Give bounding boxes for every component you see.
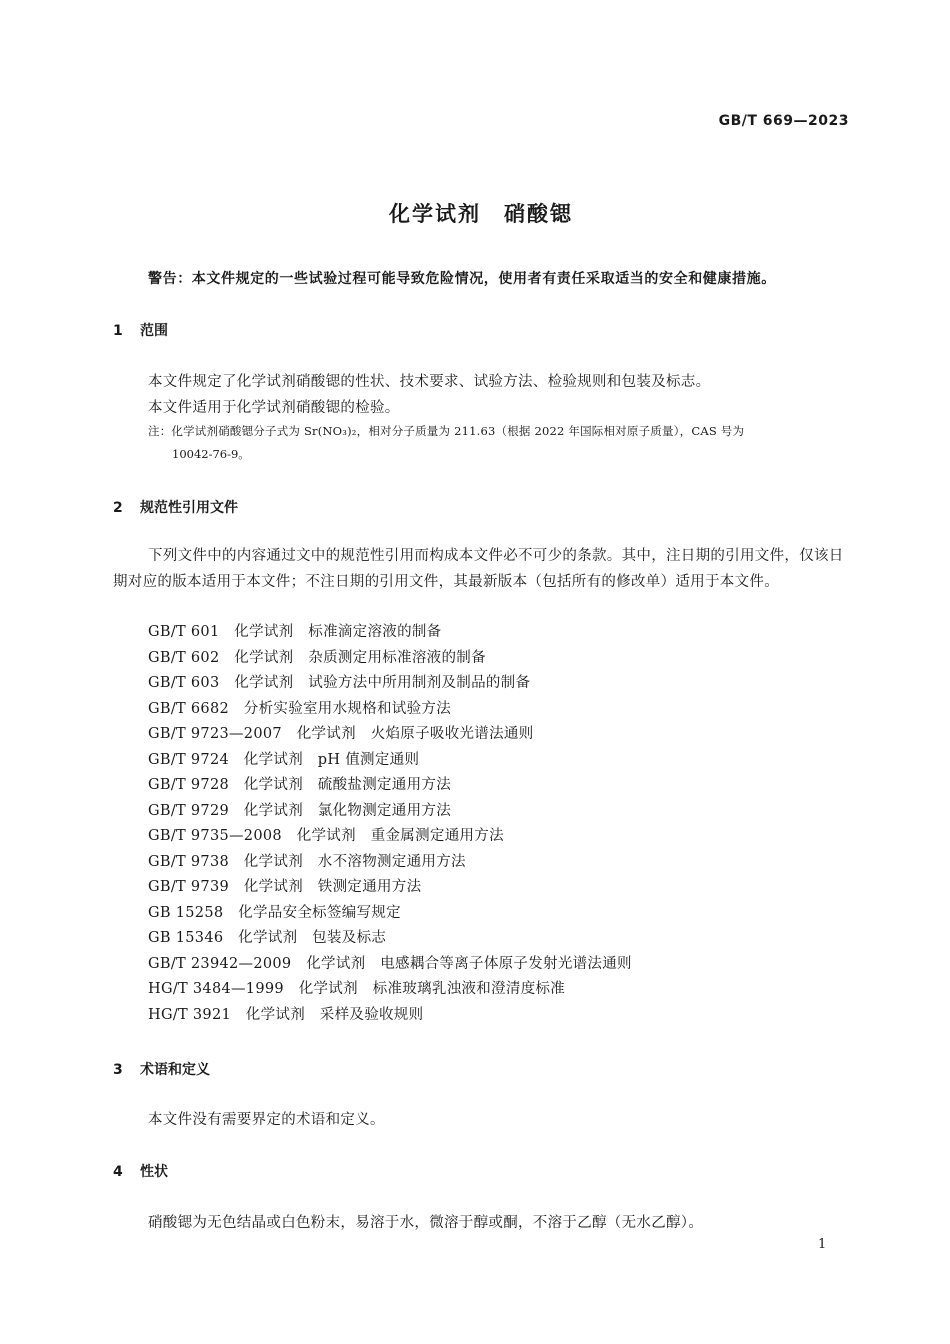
section-4-heading bbox=[113, 1161, 168, 1181]
reference-item: GB/T 601 化学试剂 标准滴定溶液的制备 bbox=[148, 624, 442, 640]
reference-item: GB 15258 化学品安全标签编写规定 bbox=[148, 904, 401, 921]
reference-item: GB/T 23942—2009 化学试剂 电感耦合等离子体原子发射光谱法通则 bbox=[148, 955, 632, 972]
reference-item: HG/T 3921 化学试剂 采样及验收规则 bbox=[148, 1006, 424, 1023]
section-number: 2 bbox=[113, 500, 123, 516]
reference-item: HG/T 3484—1999 化学试剂 标准玻璃乳浊液和澄清度标准 bbox=[148, 981, 566, 997]
reference-item: GB/T 9728 化学试剂 硫酸盐测定通用方法 bbox=[148, 777, 452, 793]
reference-item: GB/T 6682 分析实验室用水规格和试验方法 bbox=[148, 700, 452, 717]
page-number: 1 bbox=[818, 1237, 827, 1252]
section-3-heading bbox=[113, 1059, 210, 1079]
reference-item: GB/T 603 化学试剂 试验方法中所用制剂及制品的制备 bbox=[148, 675, 531, 691]
properties-paragraph: 硝酸锶为无色结晶或白色粉末，易溶于水，微溶于醇或酮，不溶于乙醇（无水乙醇）。 bbox=[148, 1215, 704, 1231]
reference-item: GB/T 9738 化学试剂 水不溶物测定通用方法 bbox=[148, 853, 466, 870]
section-title: 术语和定义 bbox=[140, 1062, 210, 1078]
scope-note-line-1: 注：化学试剂硝酸锶分子式为 Sr(NO₃)₂，相对分子质量为 211.63（根据 2022 年国际相对原子质量），CAS 号为 bbox=[148, 424, 745, 438]
reference-item: GB/T 602 化学试剂 杂质测定用标准溶液的制备 bbox=[148, 649, 486, 666]
section-title: 规范性引用文件 bbox=[140, 500, 238, 516]
reference-item: GB/T 9739 化学试剂 铁测定通用方法 bbox=[148, 879, 422, 895]
section-title: 性状 bbox=[140, 1164, 168, 1180]
normative-references-intro: 下列文件中的内容通过文中的规范性引用而构成本文件必不可少的条款。其中，注日期的引用文件，仅该日期对应的版本适用于本文件；不注日期的引用文件，其最新版本（包括所有的修改单）适用于本文件。 bbox=[113, 548, 844, 590]
terms-paragraph: 本文件没有需要界定的术语和定义。 bbox=[148, 1112, 385, 1128]
scope-paragraph-1: 本文件规定了化学试剂硝酸锶的性状、技术要求、试验方法、检验规则和包装及标志。 bbox=[148, 374, 711, 390]
reference-list bbox=[148, 620, 632, 1028]
scope-paragraph-2: 本文件适用于化学试剂硝酸锶的检验。 bbox=[148, 400, 400, 416]
section-2-heading bbox=[113, 497, 238, 517]
scope-note-line-2: 10042-76-9。 bbox=[172, 447, 250, 461]
reference-item: GB 15346 化学试剂 包装及标志 bbox=[148, 930, 387, 946]
document-title: 化学试剂 硝酸锶 bbox=[389, 202, 573, 226]
reference-item: GB/T 9724 化学试剂 pH 值测定通则 bbox=[148, 751, 420, 768]
section-1-heading bbox=[113, 320, 168, 340]
standard-code: GB/T 669—2023 bbox=[718, 113, 849, 129]
section-number: 4 bbox=[113, 1164, 123, 1180]
section-number: 3 bbox=[113, 1062, 123, 1078]
safety-warning: 警告：本文件规定的一些试验过程可能导致危险情况，使用者有责任采取适当的安全和健康措施。 bbox=[148, 271, 776, 287]
section-title: 范围 bbox=[140, 323, 168, 339]
reference-item: GB/T 9723—2007 化学试剂 火焰原子吸收光谱法通则 bbox=[148, 726, 534, 742]
reference-item: GB/T 9729 化学试剂 氯化物测定通用方法 bbox=[148, 802, 452, 819]
section-number: 1 bbox=[113, 323, 123, 339]
reference-item: GB/T 9735—2008 化学试剂 重金属测定通用方法 bbox=[148, 828, 504, 844]
